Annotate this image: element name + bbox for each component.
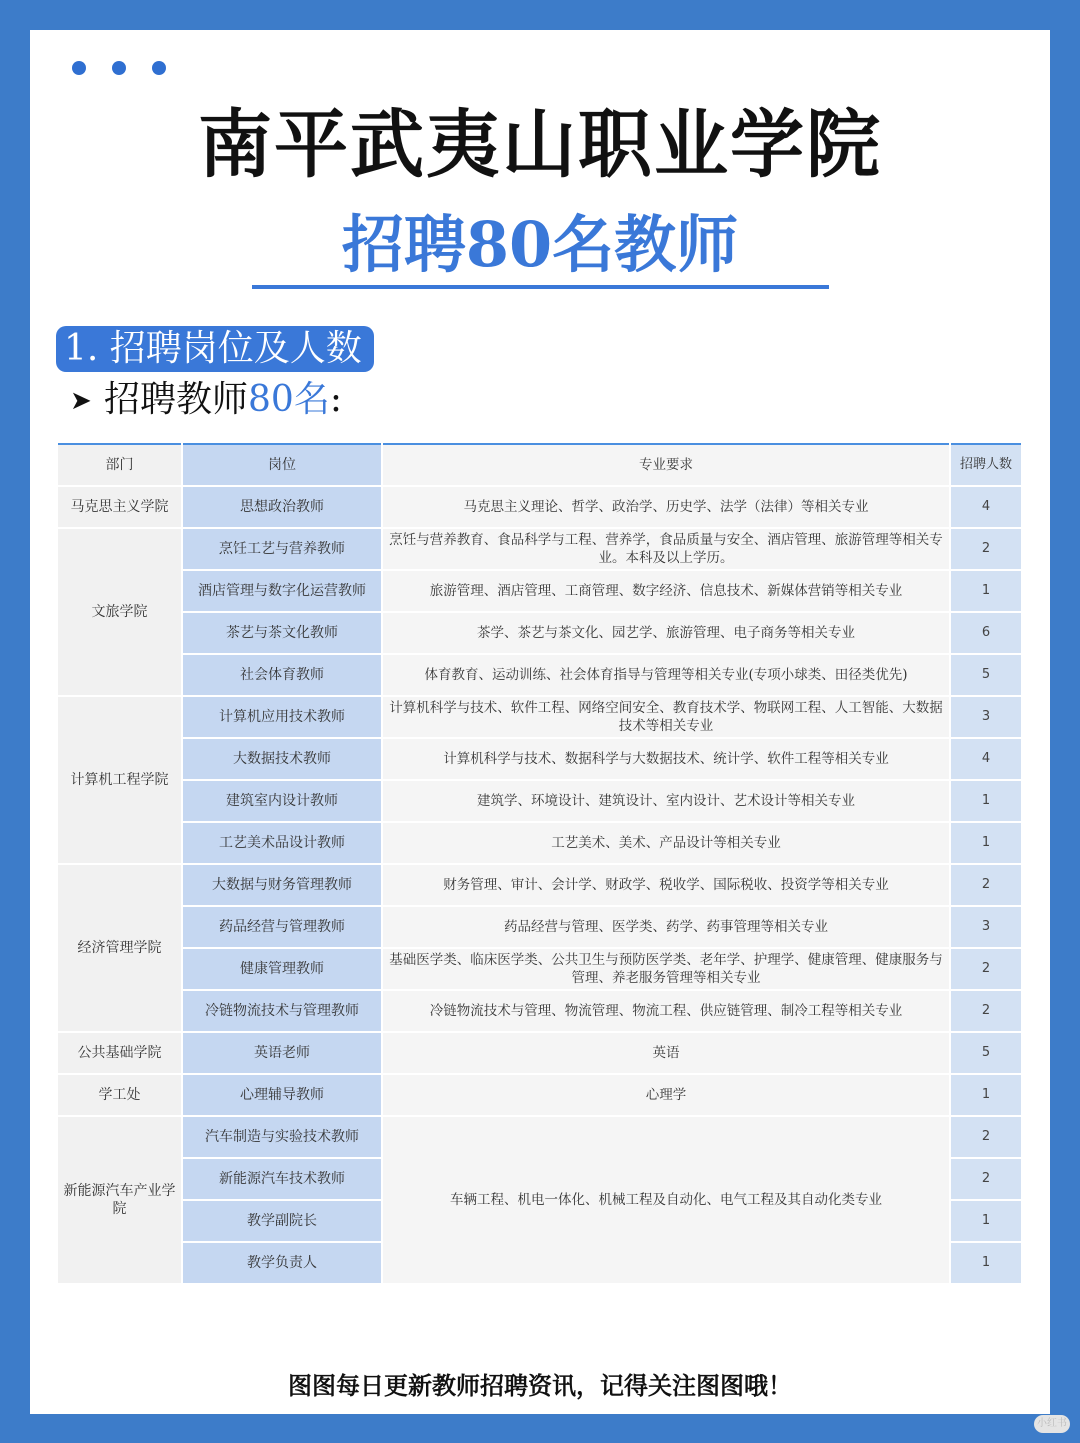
count-cell: 1 (950, 1074, 1021, 1116)
requirement-cell: 冷链物流技术与管理、物流管理、物流工程、供应链管理、制冷工程等相关专业 (382, 990, 950, 1032)
table-row (58, 990, 1021, 1032)
requirement-cell: 财务管理、审计、会计学、财政学、税收学、国际税收、投资学等相关专业 (382, 864, 950, 906)
requirement-cell: 烹饪与营养教育、食品科学与工程、营养学，食品质量与安全、酒店管理、旅游管理等相关专业。本科及以上学历。 (382, 528, 950, 570)
count-cell: 1 (950, 822, 1021, 864)
dept-cell: 文旅学院 (58, 528, 182, 696)
footer-note: 图图每日更新教师招聘资讯，记得关注图图哦！ (288, 1372, 792, 1400)
requirement-cell: 计算机科学与技术、数据科学与大数据技术、统计学、软件工程等相关专业 (382, 738, 950, 780)
requirement-cell: 车辆工程、机电一体化、机械工程及自动化、电气工程及其自动化类专业 (382, 1116, 950, 1284)
count-cell: 6 (950, 612, 1021, 654)
table-row (58, 1116, 1021, 1158)
requirement-cell: 心理学 (382, 1074, 950, 1116)
table-row (58, 612, 1021, 654)
summary-highlight: 80名 (248, 379, 330, 420)
position-cell: 药品经营与管理教师 (182, 906, 382, 948)
count-cell: 5 (950, 1032, 1021, 1074)
table-row (58, 528, 1021, 570)
position-cell: 英语老师 (182, 1032, 382, 1074)
count-cell: 2 (950, 1116, 1021, 1158)
requirement-cell: 体育教育、运动训练、社会体育指导与管理等相关专业(专项小球类、田径类优先) (382, 654, 950, 696)
dot-icon (152, 61, 166, 75)
dept-cell: 新能源汽车产业学院 (58, 1116, 182, 1284)
watermark-logo: 小红书 (1034, 1415, 1070, 1433)
position-cell: 教学副院长 (182, 1200, 382, 1242)
table-row (58, 738, 1021, 780)
position-cell: 建筑室内设计教师 (182, 780, 382, 822)
page-title: 南平武夷山职业学院 (198, 102, 882, 188)
position-cell: 酒店管理与数字化运营教师 (182, 570, 382, 612)
requirement-cell: 建筑学、环境设计、建筑设计、室内设计、艺术设计等相关专业 (382, 780, 950, 822)
count-cell: 1 (950, 1200, 1021, 1242)
summary-suffix: : (329, 379, 342, 420)
position-cell: 烹饪工艺与营养教师 (182, 528, 382, 570)
table-row (58, 1032, 1021, 1074)
table-row (58, 486, 1021, 528)
header-count: 招聘人数 (950, 444, 1021, 486)
table-row (58, 780, 1021, 822)
count-cell: 4 (950, 738, 1021, 780)
position-cell: 计算机应用技术教师 (182, 696, 382, 738)
requirement-cell: 工艺美术、美术、产品设计等相关专业 (382, 822, 950, 864)
summary-line (70, 376, 342, 425)
arrow-bullet-icon: ➤ (70, 386, 92, 416)
count-cell: 3 (950, 906, 1021, 948)
header-position: 岗位 (182, 444, 382, 486)
position-cell: 教学负责人 (182, 1242, 382, 1284)
table-row (58, 654, 1021, 696)
dept-cell: 经济管理学院 (58, 864, 182, 1032)
section-heading: 1. 招聘岗位及人数 (56, 326, 374, 372)
position-cell: 大数据与财务管理教师 (182, 864, 382, 906)
position-cell: 新能源汽车技术教师 (182, 1158, 382, 1200)
position-cell: 工艺美术品设计教师 (182, 822, 382, 864)
requirement-cell: 药品经营与管理、医学类、药学、药事管理等相关专业 (382, 906, 950, 948)
header-dept: 部门 (58, 444, 182, 486)
position-cell: 思想政治教师 (182, 486, 382, 528)
table-row (58, 696, 1021, 738)
requirement-cell: 茶学、茶艺与茶文化、园艺学、旅游管理、电子商务等相关专业 (382, 612, 950, 654)
dept-cell: 计算机工程学院 (58, 696, 182, 864)
count-cell: 5 (950, 654, 1021, 696)
dept-cell: 学工处 (58, 1074, 182, 1116)
position-cell: 健康管理教师 (182, 948, 382, 990)
requirement-cell: 马克思主义理论、哲学、政治学、历史学、法学（法律）等相关专业 (382, 486, 950, 528)
position-cell: 冷链物流技术与管理教师 (182, 990, 382, 1032)
table-row (58, 822, 1021, 864)
count-cell: 2 (950, 528, 1021, 570)
table-header-row (58, 444, 1021, 486)
dot-icon (112, 61, 126, 75)
position-cell: 茶艺与茶文化教师 (182, 612, 382, 654)
table-row (58, 864, 1021, 906)
position-cell: 心理辅导教师 (182, 1074, 382, 1116)
table-row (58, 906, 1021, 948)
dept-cell: 马克思主义学院 (58, 486, 182, 528)
dept-cell: 公共基础学院 (58, 1032, 182, 1074)
count-cell: 1 (950, 570, 1021, 612)
subtitle-underline (252, 285, 829, 289)
header-requirement: 专业要求 (382, 444, 950, 486)
count-cell: 2 (950, 864, 1021, 906)
requirement-cell: 基础医学类、临床医学类、公共卫生与预防医学类、老年学、护理学、健康管理、健康服务与管理、养老服务管理等相关专业 (382, 948, 950, 990)
table-row (58, 948, 1021, 990)
recruitment-table (58, 443, 1021, 1285)
dot-icon (72, 61, 86, 75)
page-subtitle: 招聘80名教师 (341, 208, 739, 281)
count-cell: 2 (950, 1158, 1021, 1200)
summary-prefix: 招聘教师 (104, 379, 249, 420)
position-cell: 汽车制造与实验技术教师 (182, 1116, 382, 1158)
table-row (58, 1074, 1021, 1116)
requirement-cell: 英语 (382, 1032, 950, 1074)
count-cell: 2 (950, 948, 1021, 990)
requirement-cell: 旅游管理、酒店管理、工商管理、数字经济、信息技术、新媒体营销等相关专业 (382, 570, 950, 612)
table-row (58, 570, 1021, 612)
count-cell: 2 (950, 990, 1021, 1032)
count-cell: 4 (950, 486, 1021, 528)
count-cell: 1 (950, 1242, 1021, 1284)
requirement-cell: 计算机科学与技术、软件工程、网络空间安全、教育技术学、物联网工程、人工智能、大数据技术等相关专业 (382, 696, 950, 738)
count-cell: 1 (950, 780, 1021, 822)
position-cell: 社会体育教师 (182, 654, 382, 696)
count-cell: 3 (950, 696, 1021, 738)
position-cell: 大数据技术教师 (182, 738, 382, 780)
